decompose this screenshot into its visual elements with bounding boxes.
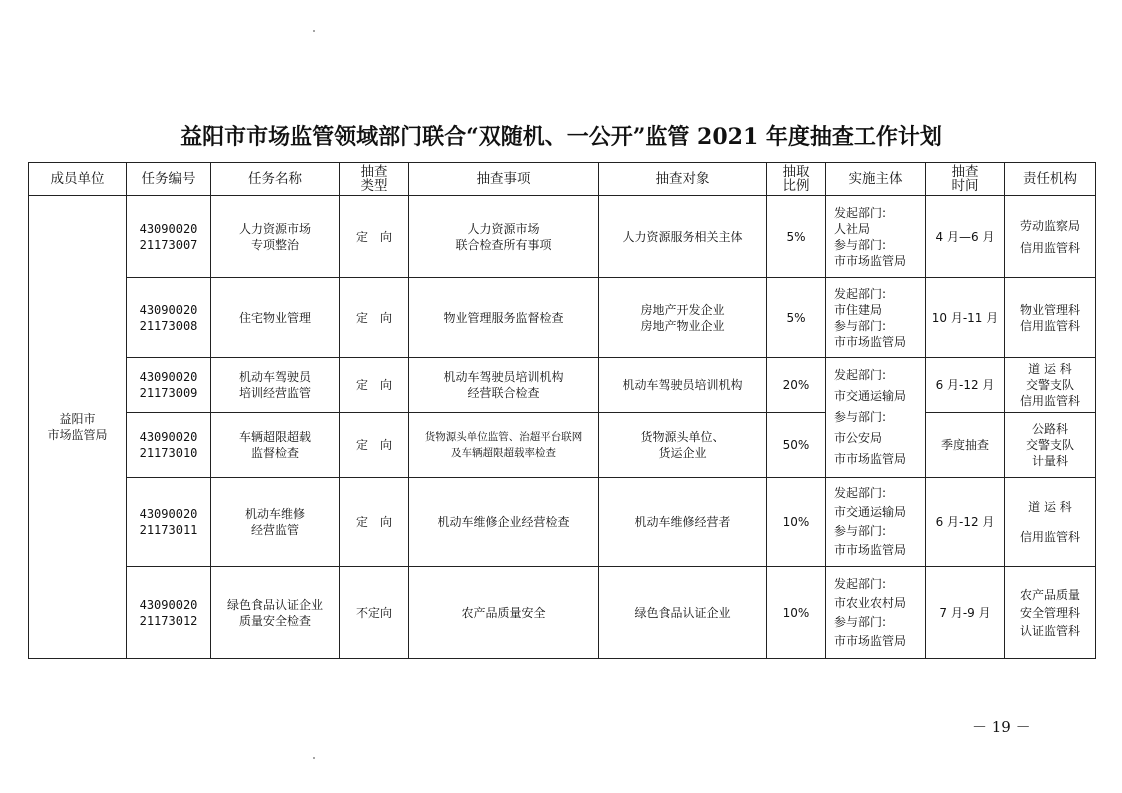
header-check-type: 抽查 类型 (340, 163, 409, 196)
page-title: 益阳市市场监管领域部门联合“双随机、一公开”监管 2021 年度抽查工作计划 (180, 124, 942, 150)
responsible-cell: 公路科 交警支队 计量科 (1005, 413, 1096, 478)
check-time-cell: 10 月-11 月 (926, 278, 1005, 358)
responsible-cell: 道 运 科 交警支队 信用监管科 (1005, 358, 1096, 413)
scan-speck (313, 757, 315, 759)
check-target-cell: 房地产开发企业 房地产物业企业 (599, 278, 767, 358)
check-items-cell: 物业管理服务监督检查 (409, 278, 599, 358)
responsible-cell: 道 运 科 信用监管科 (1005, 478, 1096, 567)
check-items-cell: 机动车维修企业经营检查 (409, 478, 599, 567)
check-time-cell: 6 月-12 月 (926, 358, 1005, 413)
task-no-cell: 43090020 21173012 (127, 567, 211, 659)
ratio-cell: 10% (767, 478, 826, 567)
task-no-cell: 43090020 21173010 (127, 413, 211, 478)
ratio-cell: 10% (767, 567, 826, 659)
executor-cell: 发起部门: 市农业农村局 参与部门: 市市场监管局 (826, 567, 926, 659)
header-ratio: 抽取 比例 (767, 163, 826, 196)
task-no-cell: 43090020 21173007 (127, 196, 211, 278)
header-executor: 实施主体 (826, 163, 926, 196)
executor-cell-merged: 发起部门: 市交通运输局 参与部门: 市公安局 市市场监管局 (826, 358, 926, 478)
check-target-cell: 机动车维修经营者 (599, 478, 767, 567)
header-check-target: 抽查对象 (599, 163, 767, 196)
check-target-cell: 绿色食品认证企业 (599, 567, 767, 659)
responsible-cell: 农产品质量 安全管理科 认证监管科 (1005, 567, 1096, 659)
task-name-cell: 绿色食品认证企业 质量安全检查 (211, 567, 340, 659)
task-no-cell: 43090020 21173011 (127, 478, 211, 567)
task-name-cell: 机动车驾驶员 培训经营监管 (211, 358, 340, 413)
check-type-cell: 定 向 (340, 413, 409, 478)
executor-cell: 发起部门: 市交通运输局 参与部门: 市市场监管局 (826, 478, 926, 567)
table-row (29, 413, 1096, 478)
responsible-cell: 物业管理科 信用监管科 (1005, 278, 1096, 358)
task-name-cell: 机动车维修 经营监管 (211, 478, 340, 567)
check-time-cell: 6 月-12 月 (926, 478, 1005, 567)
header-responsible: 责任机构 (1005, 163, 1096, 196)
table-row (29, 478, 1096, 567)
table-row (29, 358, 1096, 413)
header-member-unit: 成员单位 (29, 163, 127, 196)
check-items-cell: 机动车驾驶员培训机构 经营联合检查 (409, 358, 599, 413)
task-no-cell: 43090020 21173008 (127, 278, 211, 358)
check-target-cell: 机动车驾驶员培训机构 (599, 358, 767, 413)
check-time-cell: 4 月—6 月 (926, 196, 1005, 278)
ratio-cell: 5% (767, 196, 826, 278)
check-time-cell: 7 月-9 月 (926, 567, 1005, 659)
check-type-cell: 定 向 (340, 358, 409, 413)
header-row (29, 163, 1096, 196)
check-target-cell: 货物源头单位、 货运企业 (599, 413, 767, 478)
check-items-cell: 人力资源市场 联合检查所有事项 (409, 196, 599, 278)
table-row (29, 196, 1096, 278)
executor-cell: 发起部门: 市住建局 参与部门: 市市场监管局 (826, 278, 926, 358)
task-no-cell: 43090020 21173009 (127, 358, 211, 413)
scan-speck (313, 30, 315, 32)
check-type-cell: 定 向 (340, 196, 409, 278)
member-unit-cell: 益阳市 市场监管局 (29, 196, 127, 659)
page-number: － 19 － (972, 718, 1031, 736)
ratio-cell: 20% (767, 358, 826, 413)
header-task-no: 任务编号 (127, 163, 211, 196)
check-target-cell: 人力资源服务相关主体 (599, 196, 767, 278)
task-name-cell: 住宅物业管理 (211, 278, 340, 358)
ratio-cell: 50% (767, 413, 826, 478)
task-name-cell: 人力资源市场 专项整治 (211, 196, 340, 278)
header-check-items: 抽查事项 (409, 163, 599, 196)
check-type-cell: 定 向 (340, 278, 409, 358)
executor-cell: 发起部门: 人社局 参与部门: 市市场监管局 (826, 196, 926, 278)
check-items-cell: 农产品质量安全 (409, 567, 599, 659)
inspection-plan-table (28, 162, 1096, 659)
check-time-cell: 季度抽查 (926, 413, 1005, 478)
task-name-cell: 车辆超限超载 监督检查 (211, 413, 340, 478)
check-items-cell: 货物源头单位监管、治超平台联网 及车辆超限超载率检查 (409, 413, 599, 478)
responsible-cell: 劳动监察局 信用监管科 (1005, 196, 1096, 278)
check-type-cell: 不定向 (340, 567, 409, 659)
table-row (29, 567, 1096, 659)
check-type-cell: 定 向 (340, 478, 409, 567)
header-check-time: 抽查 时间 (926, 163, 1005, 196)
ratio-cell: 5% (767, 278, 826, 358)
table-row (29, 278, 1096, 358)
header-task-name: 任务名称 (211, 163, 340, 196)
